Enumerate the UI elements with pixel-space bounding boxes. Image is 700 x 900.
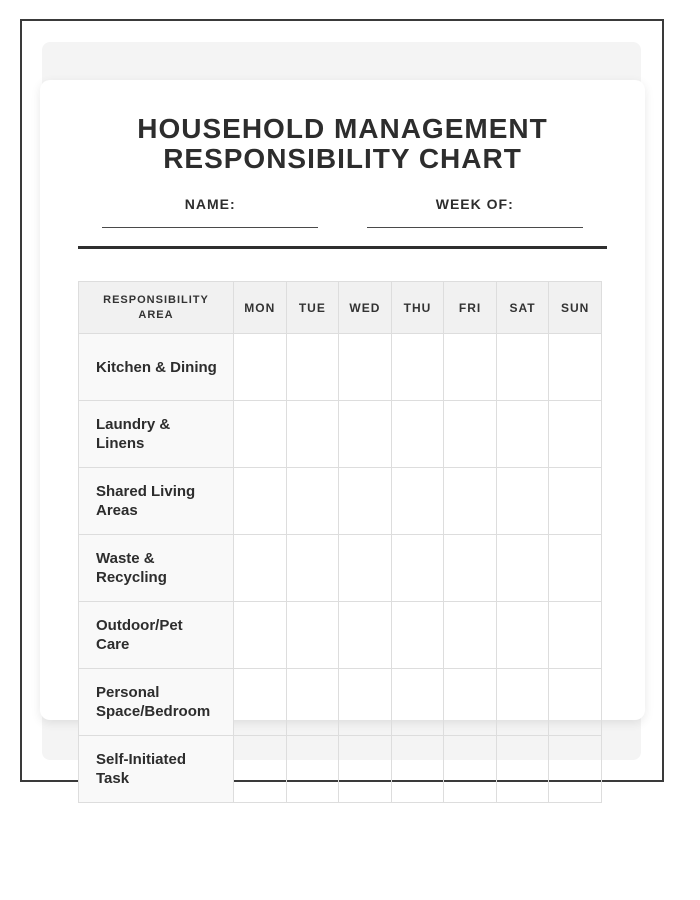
day-cell [286, 535, 339, 602]
table-row [79, 334, 602, 401]
week-fill-line [367, 227, 583, 228]
column-header-sun: SUN [549, 282, 602, 334]
day-cell [234, 736, 287, 803]
column-header-fri: FRI [444, 282, 497, 334]
day-cell [549, 535, 602, 602]
column-header-sat: SAT [496, 282, 549, 334]
table-header-row [79, 282, 602, 334]
day-cell [286, 736, 339, 803]
page-title [78, 114, 607, 174]
day-cell [391, 468, 444, 535]
day-cell [549, 669, 602, 736]
day-cell [444, 334, 497, 401]
column-header-mon: MON [234, 282, 287, 334]
responsibility-table [78, 281, 602, 803]
column-header-thu: THU [391, 282, 444, 334]
day-cell [391, 602, 444, 669]
table-row [79, 669, 602, 736]
row-label: Waste & Recycling [79, 535, 234, 602]
page-title-line-2: RESPONSIBILITY CHART [163, 143, 522, 174]
day-cell [339, 401, 392, 468]
day-cell [496, 334, 549, 401]
day-cell [234, 401, 287, 468]
chart-card [40, 80, 645, 787]
day-cell [234, 468, 287, 535]
day-cell [496, 736, 549, 803]
week-field [343, 196, 608, 228]
day-cell [496, 669, 549, 736]
day-cell [391, 669, 444, 736]
day-cell [286, 401, 339, 468]
day-cell [339, 468, 392, 535]
name-fill-line [102, 227, 318, 228]
day-cell [549, 602, 602, 669]
day-cell [339, 602, 392, 669]
day-cell [444, 669, 497, 736]
day-cell [286, 334, 339, 401]
column-header-responsibility-area: RESPONSIBILITY AREA [79, 282, 234, 334]
day-cell [444, 736, 497, 803]
week-of-label: WEEK OF: [435, 196, 514, 212]
table-row [79, 602, 602, 669]
column-header-wed: WED [339, 282, 392, 334]
day-cell [234, 334, 287, 401]
day-cell [286, 602, 339, 669]
day-cell [444, 535, 497, 602]
day-cell [339, 736, 392, 803]
day-cell [286, 468, 339, 535]
page-title-line-1: HOUSEHOLD MANAGEMENT [137, 113, 548, 144]
day-cell [391, 535, 444, 602]
table-body [79, 334, 602, 803]
day-cell [444, 401, 497, 468]
table-row [79, 736, 602, 803]
day-cell [549, 334, 602, 401]
day-cell [496, 468, 549, 535]
day-cell [391, 334, 444, 401]
day-cell [549, 468, 602, 535]
name-label: NAME: [184, 196, 236, 212]
name-field [78, 196, 343, 228]
day-cell [496, 602, 549, 669]
day-cell [234, 669, 287, 736]
row-label: Personal Space/Bedroom [79, 669, 234, 736]
day-cell [496, 535, 549, 602]
row-label: Outdoor/Pet Care [79, 602, 234, 669]
row-label: Shared Living Areas [79, 468, 234, 535]
section-divider [78, 246, 607, 249]
table-row [79, 535, 602, 602]
day-cell [444, 468, 497, 535]
day-cell [391, 736, 444, 803]
day-cell [339, 535, 392, 602]
day-cell [549, 401, 602, 468]
day-cell [339, 334, 392, 401]
column-header-tue: TUE [286, 282, 339, 334]
table-row [79, 401, 602, 468]
row-label: Self-Initiated Task [79, 736, 234, 803]
row-label: Laundry & Linens [79, 401, 234, 468]
table-row [79, 468, 602, 535]
day-cell [391, 401, 444, 468]
day-cell [234, 602, 287, 669]
day-cell [549, 736, 602, 803]
day-cell [496, 401, 549, 468]
row-label: Kitchen & Dining [79, 334, 234, 401]
day-cell [286, 669, 339, 736]
day-cell [339, 669, 392, 736]
day-cell [234, 535, 287, 602]
header-fields [78, 196, 607, 228]
day-cell [444, 602, 497, 669]
